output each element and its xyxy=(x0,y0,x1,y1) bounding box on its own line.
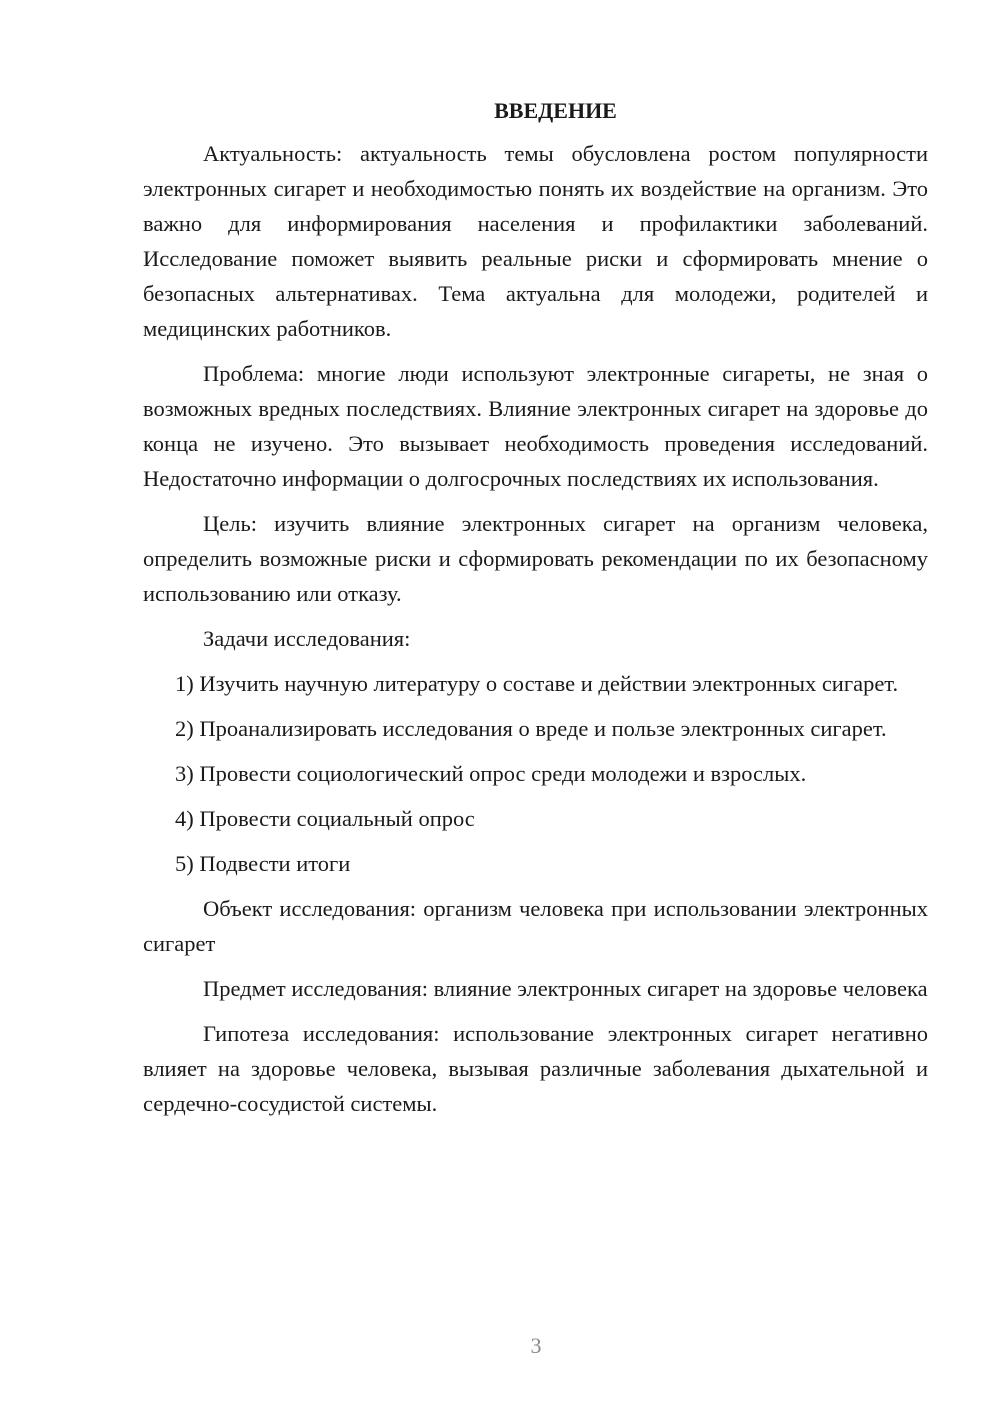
paragraph-object: Объект исследования: организм человека при использовании электронных сигарет xyxy=(143,896,928,956)
task-item-3: 3) Провести социологический опрос среди молодежи и взрослых. xyxy=(175,761,807,786)
page-number: 3 xyxy=(530,1333,542,1358)
page-content xyxy=(143,93,928,1131)
task-item-1: 1) Изучить научную литературу о составе и действии электронных сигарет. xyxy=(175,671,899,696)
paragraph-subject: Предмет исследования: влияние электронных сигарет на здоровье человека xyxy=(203,976,928,1001)
paragraph-relevance: Актуальность: актуальность темы обусловлена ростом популярности электронных сигарет и необходимостью понять их воздействие на организм. Это важно для информирования населения и профилактики заболеваний. Исследование поможет выявить реальные риски и сформировать мнение о безопасных альтернативах. Тема актуальна для молодежи, родителей и медицинских работников. xyxy=(143,141,928,341)
paragraph-problem: Проблема: многие люди используют электронные сигареты, не зная о возможных вредных последствиях. Влияние электронных сигарет на здоровье до конца не изучено. Это вызывает необходимость проведения исследований. Недостаточно информации о долгосрочных последствиях их использования. xyxy=(143,361,928,491)
task-item-5: 5) Подвести итоги xyxy=(175,851,351,876)
task-item-2: 2) Проанализировать исследования о вреде и пользе электронных сигарет. xyxy=(175,716,887,741)
paragraph-hypothesis: Гипотеза исследования: использование электронных сигарет негативно влияет на здоровье человека, вызывая различные заболевания дыхательной и сердечно-сосудистой системы. xyxy=(143,1021,928,1116)
paragraph-goal: Цель: изучить влияние электронных сигарет на организм человека, определить возможные риски и сформировать рекомендации по их безопасному использованию или отказу. xyxy=(143,511,928,606)
page-title: ВВЕДЕНИЕ xyxy=(494,98,617,123)
tasks-heading: Задачи исследования: xyxy=(203,626,411,651)
task-item-4: 4) Провести социальный опрос xyxy=(175,806,475,831)
